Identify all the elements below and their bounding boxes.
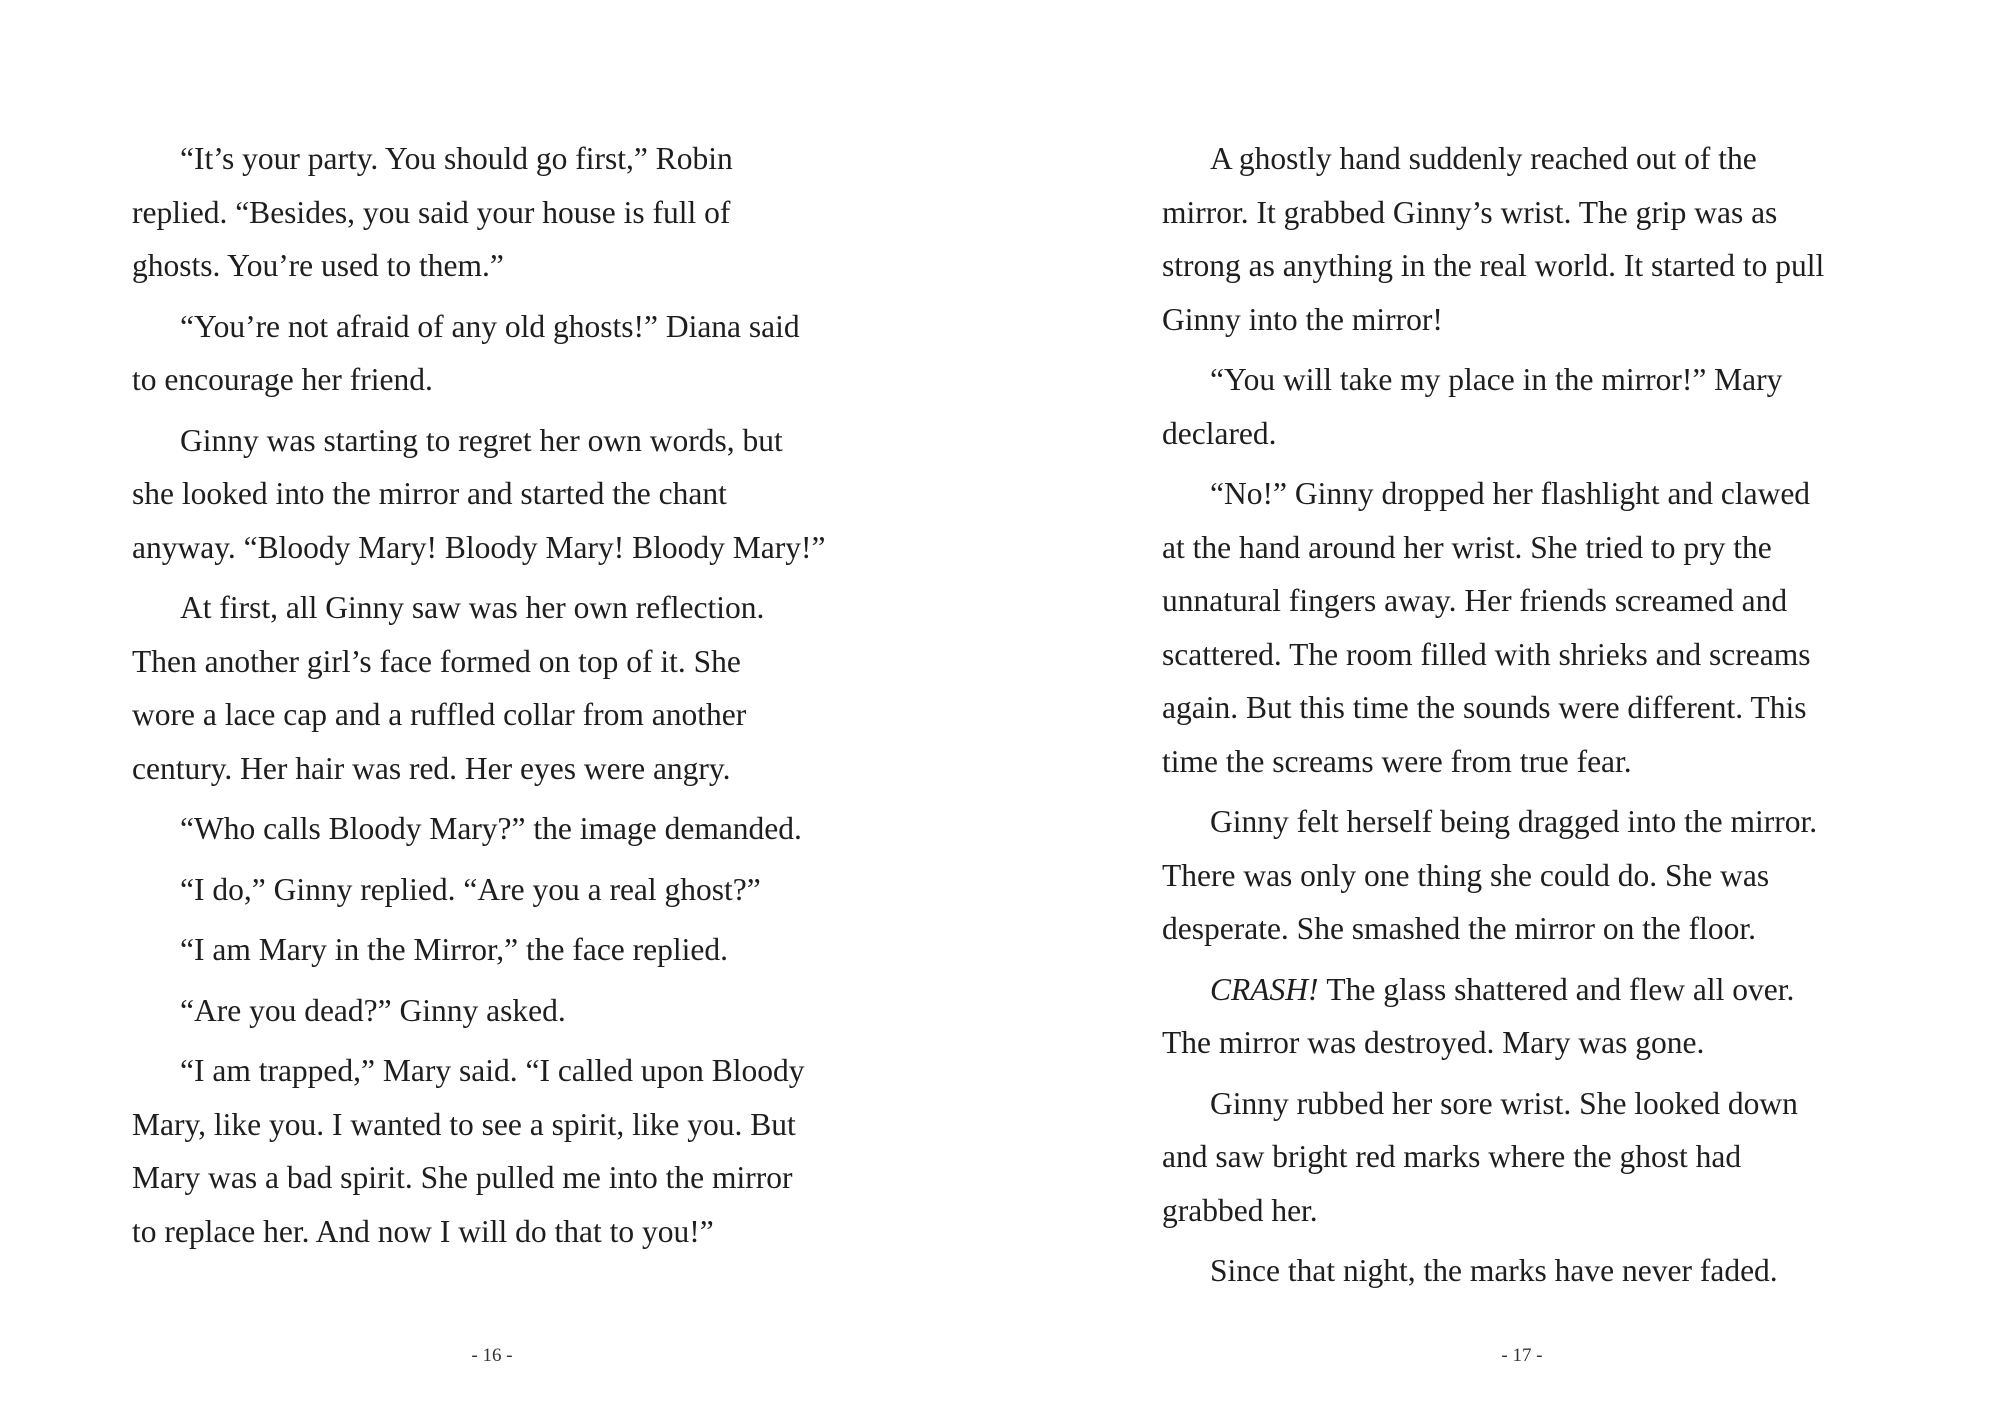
text-line: At first, all Ginny saw was her own reflection. bbox=[180, 590, 765, 625]
text-line: century. Her hair was red. Her eyes were angry. bbox=[132, 750, 731, 786]
paragraph bbox=[132, 300, 852, 407]
text-line: The mirror was destroyed. Mary was gone. bbox=[1162, 1025, 1705, 1060]
text-span: The glass shattered and flew all over. bbox=[1318, 971, 1795, 1007]
text-line: she looked into the mirror and started the chant bbox=[132, 476, 727, 511]
text-line: anyway. “Bloody Mary! Bloody Mary! Bloody Mary!” bbox=[132, 529, 826, 565]
text-line: to encourage her friend. bbox=[132, 362, 433, 397]
text-line: “I do,” Ginny replied. “Are you a real ghost?” bbox=[180, 871, 761, 907]
text-line: unnatural fingers away. Her friends screamed and bbox=[1162, 583, 1788, 618]
paragraph bbox=[1162, 467, 1882, 788]
left-page-text bbox=[132, 132, 852, 1265]
right-page-text bbox=[1162, 132, 1882, 1305]
text-line bbox=[1210, 963, 1882, 1017]
text-line: “Who calls Bloody Mary?” the image demanded. bbox=[180, 811, 802, 846]
paragraph bbox=[132, 132, 852, 293]
paragraph bbox=[132, 984, 852, 1038]
text-line: Ginny into the mirror! bbox=[1162, 301, 1443, 337]
text-line: strong as anything in the real world. It started to pull bbox=[1162, 248, 1825, 283]
text-line: and saw bright red marks where the ghost had bbox=[1162, 1139, 1742, 1174]
text-line: again. But this time the sounds were different. This bbox=[1162, 690, 1807, 725]
page-number: - 17 - bbox=[1501, 1345, 1543, 1366]
paragraph bbox=[132, 863, 852, 917]
paragraph bbox=[1162, 1244, 1882, 1298]
paragraph bbox=[1162, 353, 1882, 460]
text-line: at the hand around her wrist. She tried to pry the bbox=[1162, 529, 1772, 565]
text-line: mirror. It grabbed Ginny’s wrist. The grip was as bbox=[1162, 194, 1778, 230]
left-page bbox=[132, 132, 852, 1382]
text-line: declared. bbox=[1162, 415, 1277, 451]
text-line: “No!” Ginny dropped her flashlight and clawed bbox=[1210, 476, 1811, 511]
paragraph bbox=[1162, 795, 1882, 956]
paragraph bbox=[1162, 132, 1882, 346]
paragraph bbox=[132, 802, 852, 856]
text-line: Ginny was starting to regret her own words, but bbox=[180, 422, 783, 458]
text-line: replied. “Besides, you said your house is full of bbox=[132, 194, 731, 230]
text-line: “Are you dead?” Ginny asked. bbox=[180, 992, 566, 1028]
paragraph bbox=[1162, 963, 1882, 1070]
text-line: Mary was a bad spirit. She pulled me into the mirror bbox=[132, 1160, 793, 1195]
text-line: “I am Mary in the Mirror,” the face replied. bbox=[180, 932, 728, 967]
text-line: to replace her. And now I will do that to you!” bbox=[132, 1213, 714, 1249]
text-line: desperate. She smashed the mirror on the floor. bbox=[1162, 911, 1756, 946]
right-page bbox=[1162, 132, 1882, 1382]
text-line: ghosts. You’re used to them.” bbox=[132, 248, 504, 283]
paragraph bbox=[132, 923, 852, 977]
paragraph bbox=[132, 581, 852, 795]
text-line: wore a lace cap and a ruffled collar from another bbox=[132, 697, 747, 732]
text-line: Since that night, the marks have never faded. bbox=[1210, 1253, 1778, 1288]
page-number: - 16 - bbox=[471, 1345, 513, 1366]
text-line: scattered. The room filled with shrieks and screams bbox=[1162, 636, 1811, 672]
text-line: “It’s your party. You should go first,” Robin bbox=[180, 141, 733, 176]
text-line: grabbed her. bbox=[1162, 1192, 1318, 1228]
paragraph bbox=[132, 414, 852, 575]
emphasis-text: CRASH! bbox=[1210, 971, 1319, 1007]
text-line: Ginny rubbed her sore wrist. She looked down bbox=[1210, 1085, 1798, 1121]
text-line: Mary, like you. I wanted to see a spirit, like you. But bbox=[132, 1106, 796, 1142]
text-line: “You will take my place in the mirror!” Mary bbox=[1210, 362, 1783, 397]
text-line: “You’re not afraid of any old ghosts!” Diana said bbox=[180, 308, 800, 344]
text-line: Ginny felt herself being dragged into the mirror. bbox=[1210, 804, 1818, 839]
paragraph bbox=[132, 1044, 852, 1258]
text-line: “I am trapped,” Mary said. “I called upon Bloody bbox=[180, 1053, 805, 1088]
text-line: There was only one thing she could do. She was bbox=[1162, 857, 1770, 893]
text-line: Then another girl’s face formed on top of it. She bbox=[132, 643, 741, 679]
paragraph bbox=[1162, 1077, 1882, 1238]
text-line: A ghostly hand suddenly reached out of the bbox=[1210, 141, 1757, 176]
text-line: time the screams were from true fear. bbox=[1162, 743, 1632, 779]
